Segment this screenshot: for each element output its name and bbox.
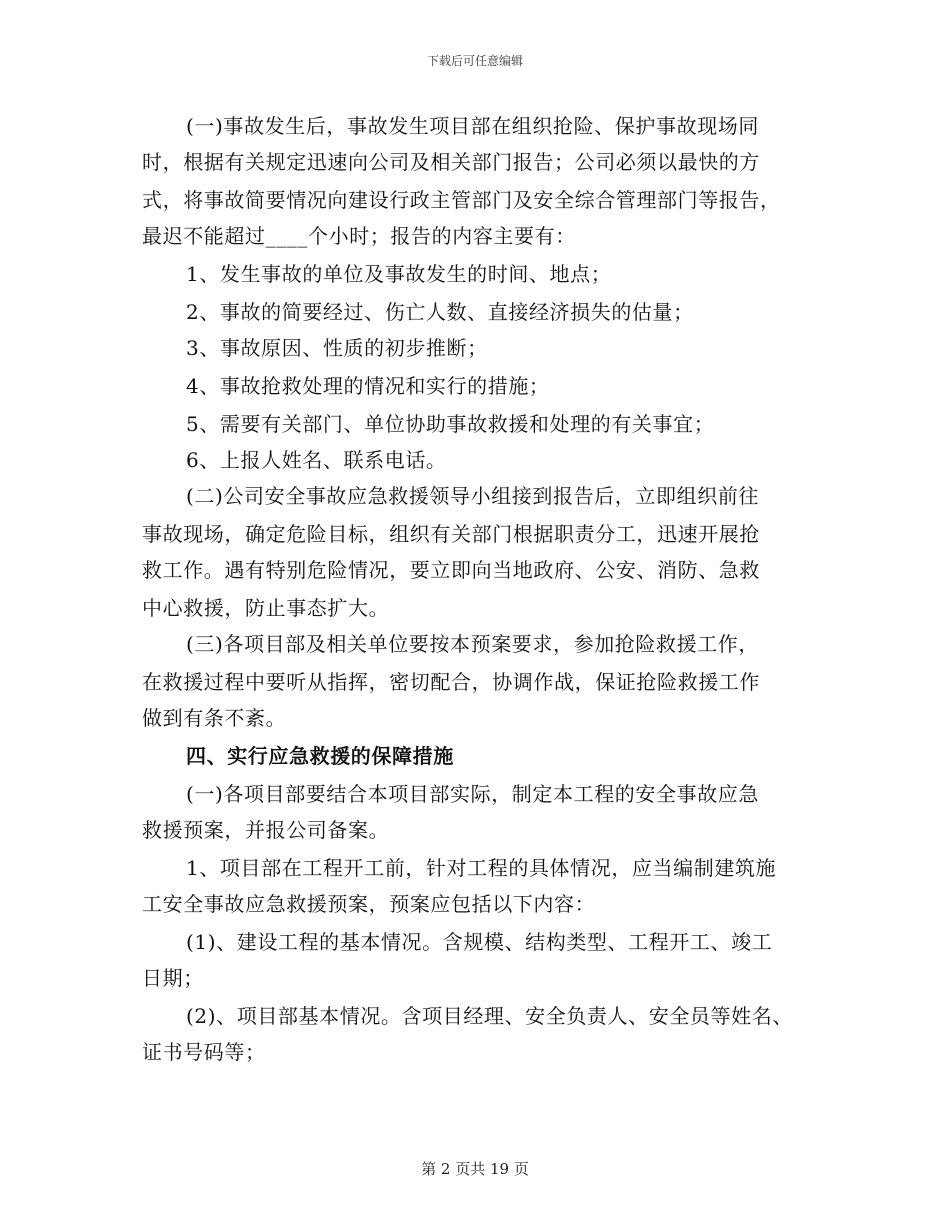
paragraph-line: 救工作。遇有特别危险情况，要立即向当地政府、公安、消防、急救	[142, 558, 760, 582]
list-item: 5、需要有关部门、单位协助事故救援和处理的有关事宜；	[186, 412, 715, 436]
paragraph-line: 事故现场，确定危险目标，组织有关部门根据职责分工，迅速开展抢	[142, 522, 760, 546]
paragraph-line: 日期；	[142, 966, 204, 990]
page-header: 下载后可任意编辑	[426, 54, 523, 68]
paragraph-line: 最迟不能超过____个小时；报告的内容主要有：	[142, 224, 576, 248]
paragraph-line: 1、项目部在工程开工前，针对工程的具体情况，应当编制建筑施	[186, 856, 777, 880]
list-item: 1、发生事故的单位及事故发生的时间、地点；	[186, 262, 612, 286]
paragraph-line: 救援预案，并报公司备案。	[142, 818, 390, 842]
paragraph-line: 做到有条不紊。	[142, 706, 287, 730]
section-heading: 四、实行应急救援的保障措施	[186, 744, 454, 768]
paragraph-line: (二)公司安全事故应急救援领导小组接到报告后，立即组织前往	[186, 484, 760, 508]
page-footer: 第 2 页共 19 页	[421, 1160, 529, 1178]
paragraph-line: 时，根据有关规定迅速向公司及相关部门报告；公司必须以最快的方	[142, 150, 760, 174]
paragraph-line: 工安全事故应急救援预案，预案应包括以下内容：	[142, 892, 596, 916]
paragraph-line: (一)各项目部要结合本项目部实际，制定本工程的安全事故应急	[186, 782, 760, 806]
paragraph-line: (一)事故发生后，事故发生项目部在组织抢险、保护事故现场同	[186, 114, 760, 138]
paragraph-line: (三)各项目部及相关单位要按本预案要求，参加抢险救援工作，	[186, 632, 760, 656]
paragraph-line: 式，将事故简要情况向建设行政主管部门及安全综合管理部门等报告，	[142, 188, 781, 212]
paragraph-line: 证书号码等；	[142, 1040, 266, 1064]
list-item: 6、上报人姓名、联系电话。	[186, 448, 447, 472]
paragraph-line: 中心救援，防止事态扩大。	[142, 596, 390, 620]
list-item: 3、事故原因、性质的初步推断；	[186, 336, 488, 360]
list-item: 4、事故抢救处理的情况和实行的措施；	[186, 374, 550, 398]
list-item: 2、事故的简要经过、伤亡人数、直接经济损失的估量；	[186, 300, 694, 324]
paragraph-line: (2)、项目部基本情况。含项目经理、安全负责人、安全员等姓名、	[186, 1004, 793, 1028]
paragraph-line: (1)、建设工程的基本情况。含规模、结构类型、工程开工、竣工	[186, 930, 773, 954]
paragraph-line: 在救援过程中要听从指挥，密切配合，协调作战，保证抢险救援工作	[142, 670, 760, 694]
